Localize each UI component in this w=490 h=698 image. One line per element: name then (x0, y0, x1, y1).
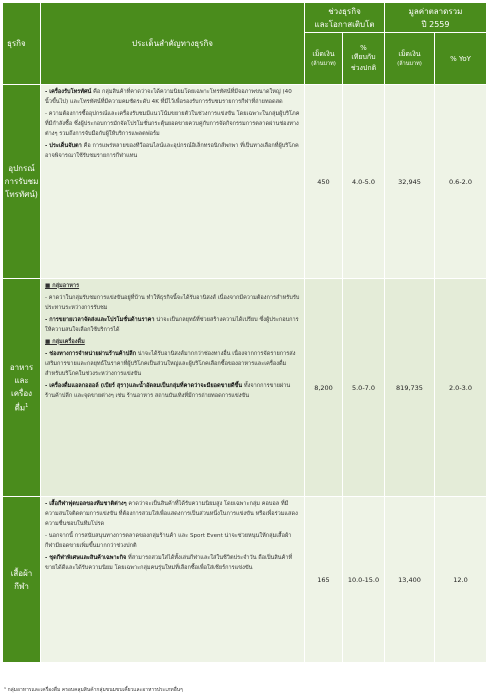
money-cell: 450 (305, 85, 343, 279)
issue-paragraph (45, 87, 300, 107)
header-market-money-label: เม็ดเงิน (398, 50, 421, 58)
issue-paragraph (45, 553, 300, 573)
yoy-cell: 0.6-2.0 (435, 85, 487, 279)
header-money (305, 33, 343, 85)
market-cell: 13,400 (385, 497, 435, 663)
issue-text: - นอกจากนี้ การสนับสนุนทางการตลาดของกลุ่มร้านค้า และ Sport Event น่าจะช่วยหนุนให้กลุ่มเสื้อผ้ากีฬามียอดขายเพิ่มขึ้นมากกว่าช่วงปกติ (45, 533, 292, 549)
header-market-unit: (ล้านบาท) (397, 61, 422, 67)
header-market-money (385, 33, 435, 85)
issue-paragraph (45, 293, 300, 313)
issue-text: คือ กลุ่มสินค้าที่คาดว่าจะได้ความนิยมโดยเฉพาะโทรทัศน์ที่มีจอภาพขนาดใหญ่ (40 นิ้วขึ้นไป) และโทรทัศน์ที่มีความคมชัดระดับ 4K ที่มีไว้เพื่อรองรับการรับชมรายการกีฬาที่ถ่ายทอดสด (45, 89, 292, 105)
pct-cell: 5.0-7.0 (343, 279, 385, 497)
header-money-label: เม็ดเงิน (312, 50, 335, 58)
issues-cell (41, 85, 305, 279)
footnote-marker: 1 (25, 402, 29, 409)
issue-text: - ความต้องการซื้ออุปกรณ์และเครื่องรับชมมีแนวโน้มขยายตัวในช่วงการแข่งขัน โดยเฉพาะในกลุ่มผู้บริโภคที่มีกำลังซื้อ ซึ่งผู้ประกอบการมักจัดโปรโมชั่นกระตุ้นยอดขายควบคู่กับการจัดกิจกรรมการตลาดผ่านช่องทางต่างๆ รวมถึงการจับมือกับผู้ให้บริการแพลตฟอร์ม (45, 111, 300, 137)
business-cell (3, 279, 41, 497)
header-pct-l3: ช่วงปกติ (350, 63, 377, 72)
issue-paragraph (45, 381, 300, 401)
business-label-line: โทรทัศน์) (5, 190, 38, 199)
pct-cell: 10.0-15.0 (343, 497, 385, 663)
header-pct (343, 33, 385, 85)
header-pct-l1: % (360, 43, 367, 52)
header-growth-bottom: และโอกาสเติบโต (314, 19, 375, 29)
issue-text: น่าจะเป็นกลยุทธ์ที่ช่วยสร้างความได้เปรียบ ซึ่งผู้ประกอบการให้ความสนใจเลือกใช้บริการได้ (45, 317, 299, 333)
header-growth-top: ช่วงธุรกิจ (328, 6, 361, 16)
issue-paragraph (45, 531, 300, 551)
pct-cell: 4.0-5.0 (343, 85, 385, 279)
header-money-unit: (ล้านบาท) (311, 61, 336, 67)
business-label-line: และ (14, 375, 29, 385)
business-label-line: เครื่อง (10, 388, 33, 398)
issue-text: คือ การแพร่หลายของทีวีออนไลน์และอุปกรณ์อิเล็กทรอนิกส์พกพา ที่เป็นทางเลือกที่ผู้บริโภคอาจพิจารณาใช้รับชมรายการกีฬาแทน (45, 143, 299, 159)
market-cell: 819,735 (385, 279, 435, 497)
issue-heading: ■ กลุ่มเครื่องดื่ม (45, 339, 85, 345)
issue-text: ทั้งจากการขายผ่านร้านค้าปลีก และจุดขายต่างๆ เช่น ร้านอาหาร สถานบันเทิงที่มีการถ่ายทอดการแข่งขัน (45, 383, 291, 399)
footnote: ¹ กลุ่มอาหารและเครื่องดื่ม ครอบคลุมสินค้ากลุ่มขนมขบเคี้ยวและอาหารประเภทอื่นๆ (4, 687, 183, 693)
issues-cell (41, 497, 305, 663)
money-cell: 8,200 (305, 279, 343, 497)
business-impact-table (2, 2, 487, 663)
issue-paragraph (45, 349, 300, 379)
issue-lead: - การขยายเวลาจัดส่งและโปรโมชั่นด้านราคา (45, 317, 155, 323)
market-cell: 32,945 (385, 85, 435, 279)
business-label-line (3, 400, 40, 415)
business-label-line: อาหาร (9, 362, 34, 372)
header-yoy: % YoY (435, 33, 487, 85)
issue-lead: - ชุดกีฬาพิเศษและสินค้าเฉพาะกิจ (45, 555, 127, 561)
table-row (3, 85, 487, 279)
issue-paragraph (45, 109, 300, 139)
business-label-text: ดื่ม (14, 403, 26, 413)
header-market-bottom: ปี 2559 (421, 19, 450, 29)
header-market-top: มูลค่าตลาดรวม (408, 6, 463, 16)
header-market-group (385, 3, 487, 33)
issue-lead: - เครื่องดื่มแอลกอฮอล์ (เบียร์ สุรา)และน้ำอัดลมเป็นกลุ่มที่คาดว่าจะมียอดขายดีขึ้น (45, 383, 243, 389)
header-business: ธุรกิจ (3, 3, 41, 85)
yoy-cell: 2.0-3.0 (435, 279, 487, 497)
header-key-issues: ประเด็นสำคัญทางธุรกิจ (41, 3, 305, 85)
business-cell (3, 85, 41, 279)
issues-cell (41, 279, 305, 497)
money-cell: 165 (305, 497, 343, 663)
issue-lead: - เครื่องรับโทรทัศน์ (45, 89, 92, 95)
issue-text: น่าจะได้รับอานิสงส์มากกว่าช่องทางอื่น เนื่องจากการจัดรายการส่งเสริมการขายและกลยุทธ์ในราคาที่ผู้บริโภคเป็นส่วนใหญ่และผู้บริโภคเลือกซื้อของอาหารและเครื่องดื่มสำหรับบริโภคในช่วงระหว่างการแข่งขัน (45, 351, 296, 377)
header-pct-l2: เทียบกับ (351, 52, 376, 61)
issue-lead: - เสื้อกีฬาฟุตบอลของทีมชาติต่างๆ (45, 501, 127, 507)
issue-paragraph (45, 141, 300, 161)
business-cell (3, 497, 41, 663)
issue-lead: - ช่องทางการจำหน่ายผ่านร้านค้าปลีก (45, 351, 137, 357)
issue-paragraph (45, 499, 300, 529)
table-row (3, 279, 487, 497)
issue-text: - คาดว่าในกลุ่มรับชมการแข่งขันอยู่ที่บ้าน ทำให้ธุรกิจนี้จะได้รับอานิสงส์ เนื่องจากมีความต้องการสำหรับรับประทานระหว่างการรับชม (45, 295, 300, 311)
yoy-cell: 12.0 (435, 497, 487, 663)
issue-text: คาดว่าจะเป็นสินค้าที่ได้รับความนิยมสูง โดยเฉพาะกลุ่ม คอบอล ที่มีความสนใจติดตามการแข่งขัน ที่ต้องการสวมใส่เพื่อแสดงการเป็นส่วนหนึ่งในการแข่งขัน หรือเพื่อร่วมแสดงความชื่นชอบในทีมโปรด (45, 501, 298, 527)
issue-heading: ■ กลุ่มอาหาร (45, 283, 80, 289)
business-label-line: เสื้อผ้า (10, 568, 33, 578)
issue-text: ที่สามารถสวมใส่ได้ทั้งเล่นกีฬาและใส่ในชีวิตประจำวัน ถือเป็นสินค้าที่ขายได้ดีและได้รับความนิยม โดยเฉพาะกลุ่มคนรุ่นใหม่ที่เลือกซื้อเพื่อใส่เชียร์การแข่งขัน (45, 555, 293, 571)
issue-paragraph (45, 315, 300, 335)
business-label-line: กีฬา (14, 581, 29, 591)
header-growth-group (305, 3, 385, 33)
business-label-line: การรับชม (4, 177, 39, 186)
table-row (3, 497, 487, 663)
issue-lead: - ประเด็นจับตา (45, 143, 82, 149)
business-label-line: อุปกรณ์ (8, 164, 35, 173)
